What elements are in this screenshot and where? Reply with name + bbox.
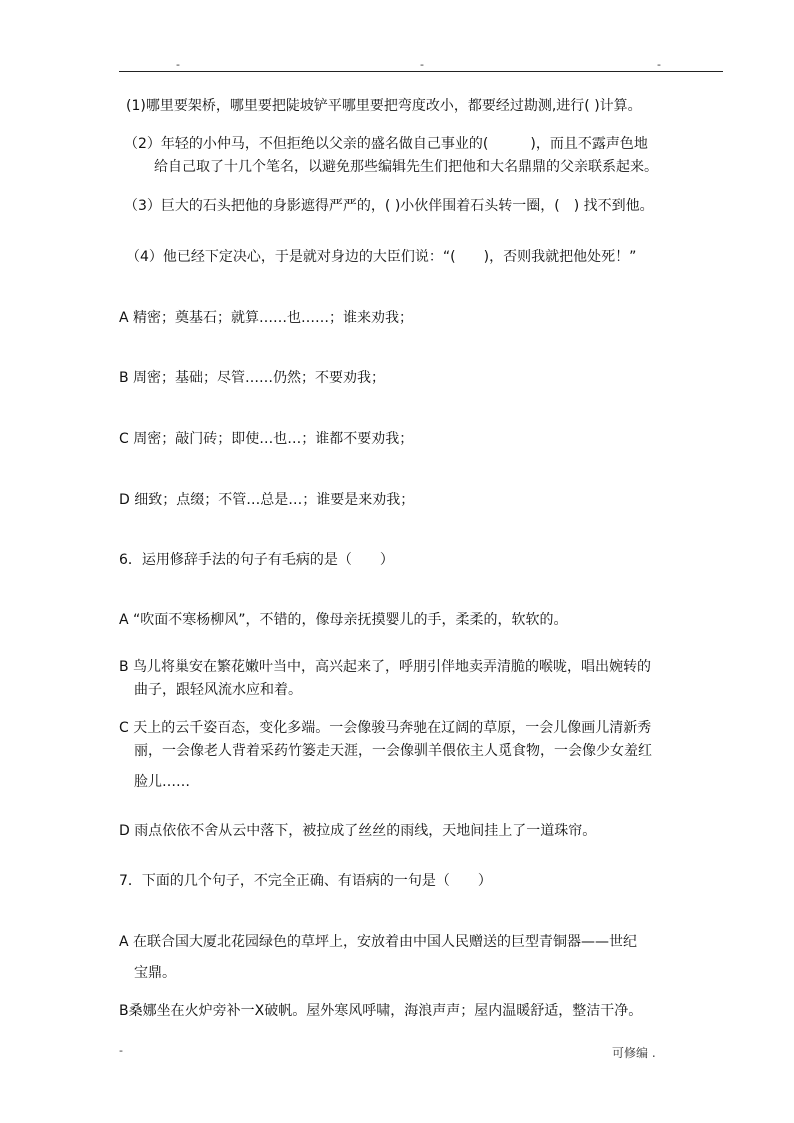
question-3-line: （3）巨大的石头把他的身影遮得严严的，( )小伙伴围着石头转一圈，( ) 找不到他。 (124, 198, 654, 214)
question-1-line: (1)哪里要架桥，哪里要把陡坡铲平哪里要把弯度改小，都要经过勘测,进行( )计算。 (126, 98, 642, 114)
question-6-stem: 6．运用修辞手法的句子有毛病的是（ ） (119, 552, 394, 568)
option-c: C 周密；敲门砖；即使…也…；谁都不要劝我； (119, 431, 414, 447)
header-mark-2: - (420, 58, 424, 71)
q7-option-a-line-1: A 在联合国大厦北花园绿色的草坪上，安放着由中国人民赠送的巨型青铜器——世纪 (119, 934, 638, 950)
question-7-stem: 7．下面的几个句子，不完全正确、有语病的一句是（ ） (119, 873, 492, 889)
option-b: B 周密；基础；尽管……仍然；不要劝我； (119, 370, 386, 386)
q6-option-c-line-2: 丽，一会像老人背着采药竹篓走天涯，一会像驯羊偎依主人觅食物，一会像少女羞红 (134, 743, 652, 759)
q6-option-b-line-2: 曲子，跟轻风流水应和着。 (134, 682, 302, 698)
question-2-line-2: 给自己取了十几个笔名，以避免那些编辑先生们把他和大名鼎鼎的父亲联系起来。 (154, 159, 658, 175)
option-d: D 细致；点缀；不管…总是…；谁要是来劝我； (119, 492, 415, 508)
q6-option-a: A “吹面不寒杨柳风”，不错的，像母亲抚摸婴儿的手，柔柔的，软软的。 (119, 612, 568, 628)
footer-editable-note: 可修编 . (612, 1046, 656, 1060)
header-mark-3: - (657, 58, 661, 71)
question-2-line-1: （2）年轻的小仲马，不但拒绝以父亲的盛名做自己事业的( )，而且不露声色地 (124, 136, 648, 152)
q7-option-b: B桑娜坐在火炉旁补一X破帆。屋外寒风呼啸，海浪声声；屋内温暖舒适，整洁干净。 (119, 1003, 643, 1019)
q6-option-b-line-1: B 鸟儿将巢安在繁花嫩叶当中，高兴起来了，呼朋引伴地卖弄清脆的喉咙，唱出婉转的 (119, 659, 652, 675)
footer-mark: - (119, 1044, 123, 1057)
option-a: A 精密；奠基石；就算……也……；谁来劝我； (119, 310, 414, 326)
header-rule (119, 71, 723, 72)
q6-option-c-line-1: C 天上的云千姿百态，变化多端。一会像骏马奔驰在辽阔的草原，一会儿像画儿清新秀 (119, 720, 652, 736)
header-mark-1: - (176, 58, 180, 71)
question-4-line: （4）他已经下定决心，于是就对身边的大臣们说：“( )，否则我就把他处死！” (126, 249, 637, 265)
q6-option-d: D 雨点依依不舍从云中落下，被拉成了丝丝的雨线，天地间挂上了一道珠帘。 (119, 823, 597, 839)
q6-option-c-line-3: 脸儿…… (134, 774, 190, 790)
q7-option-a-line-2: 宝鼎。 (134, 965, 176, 981)
